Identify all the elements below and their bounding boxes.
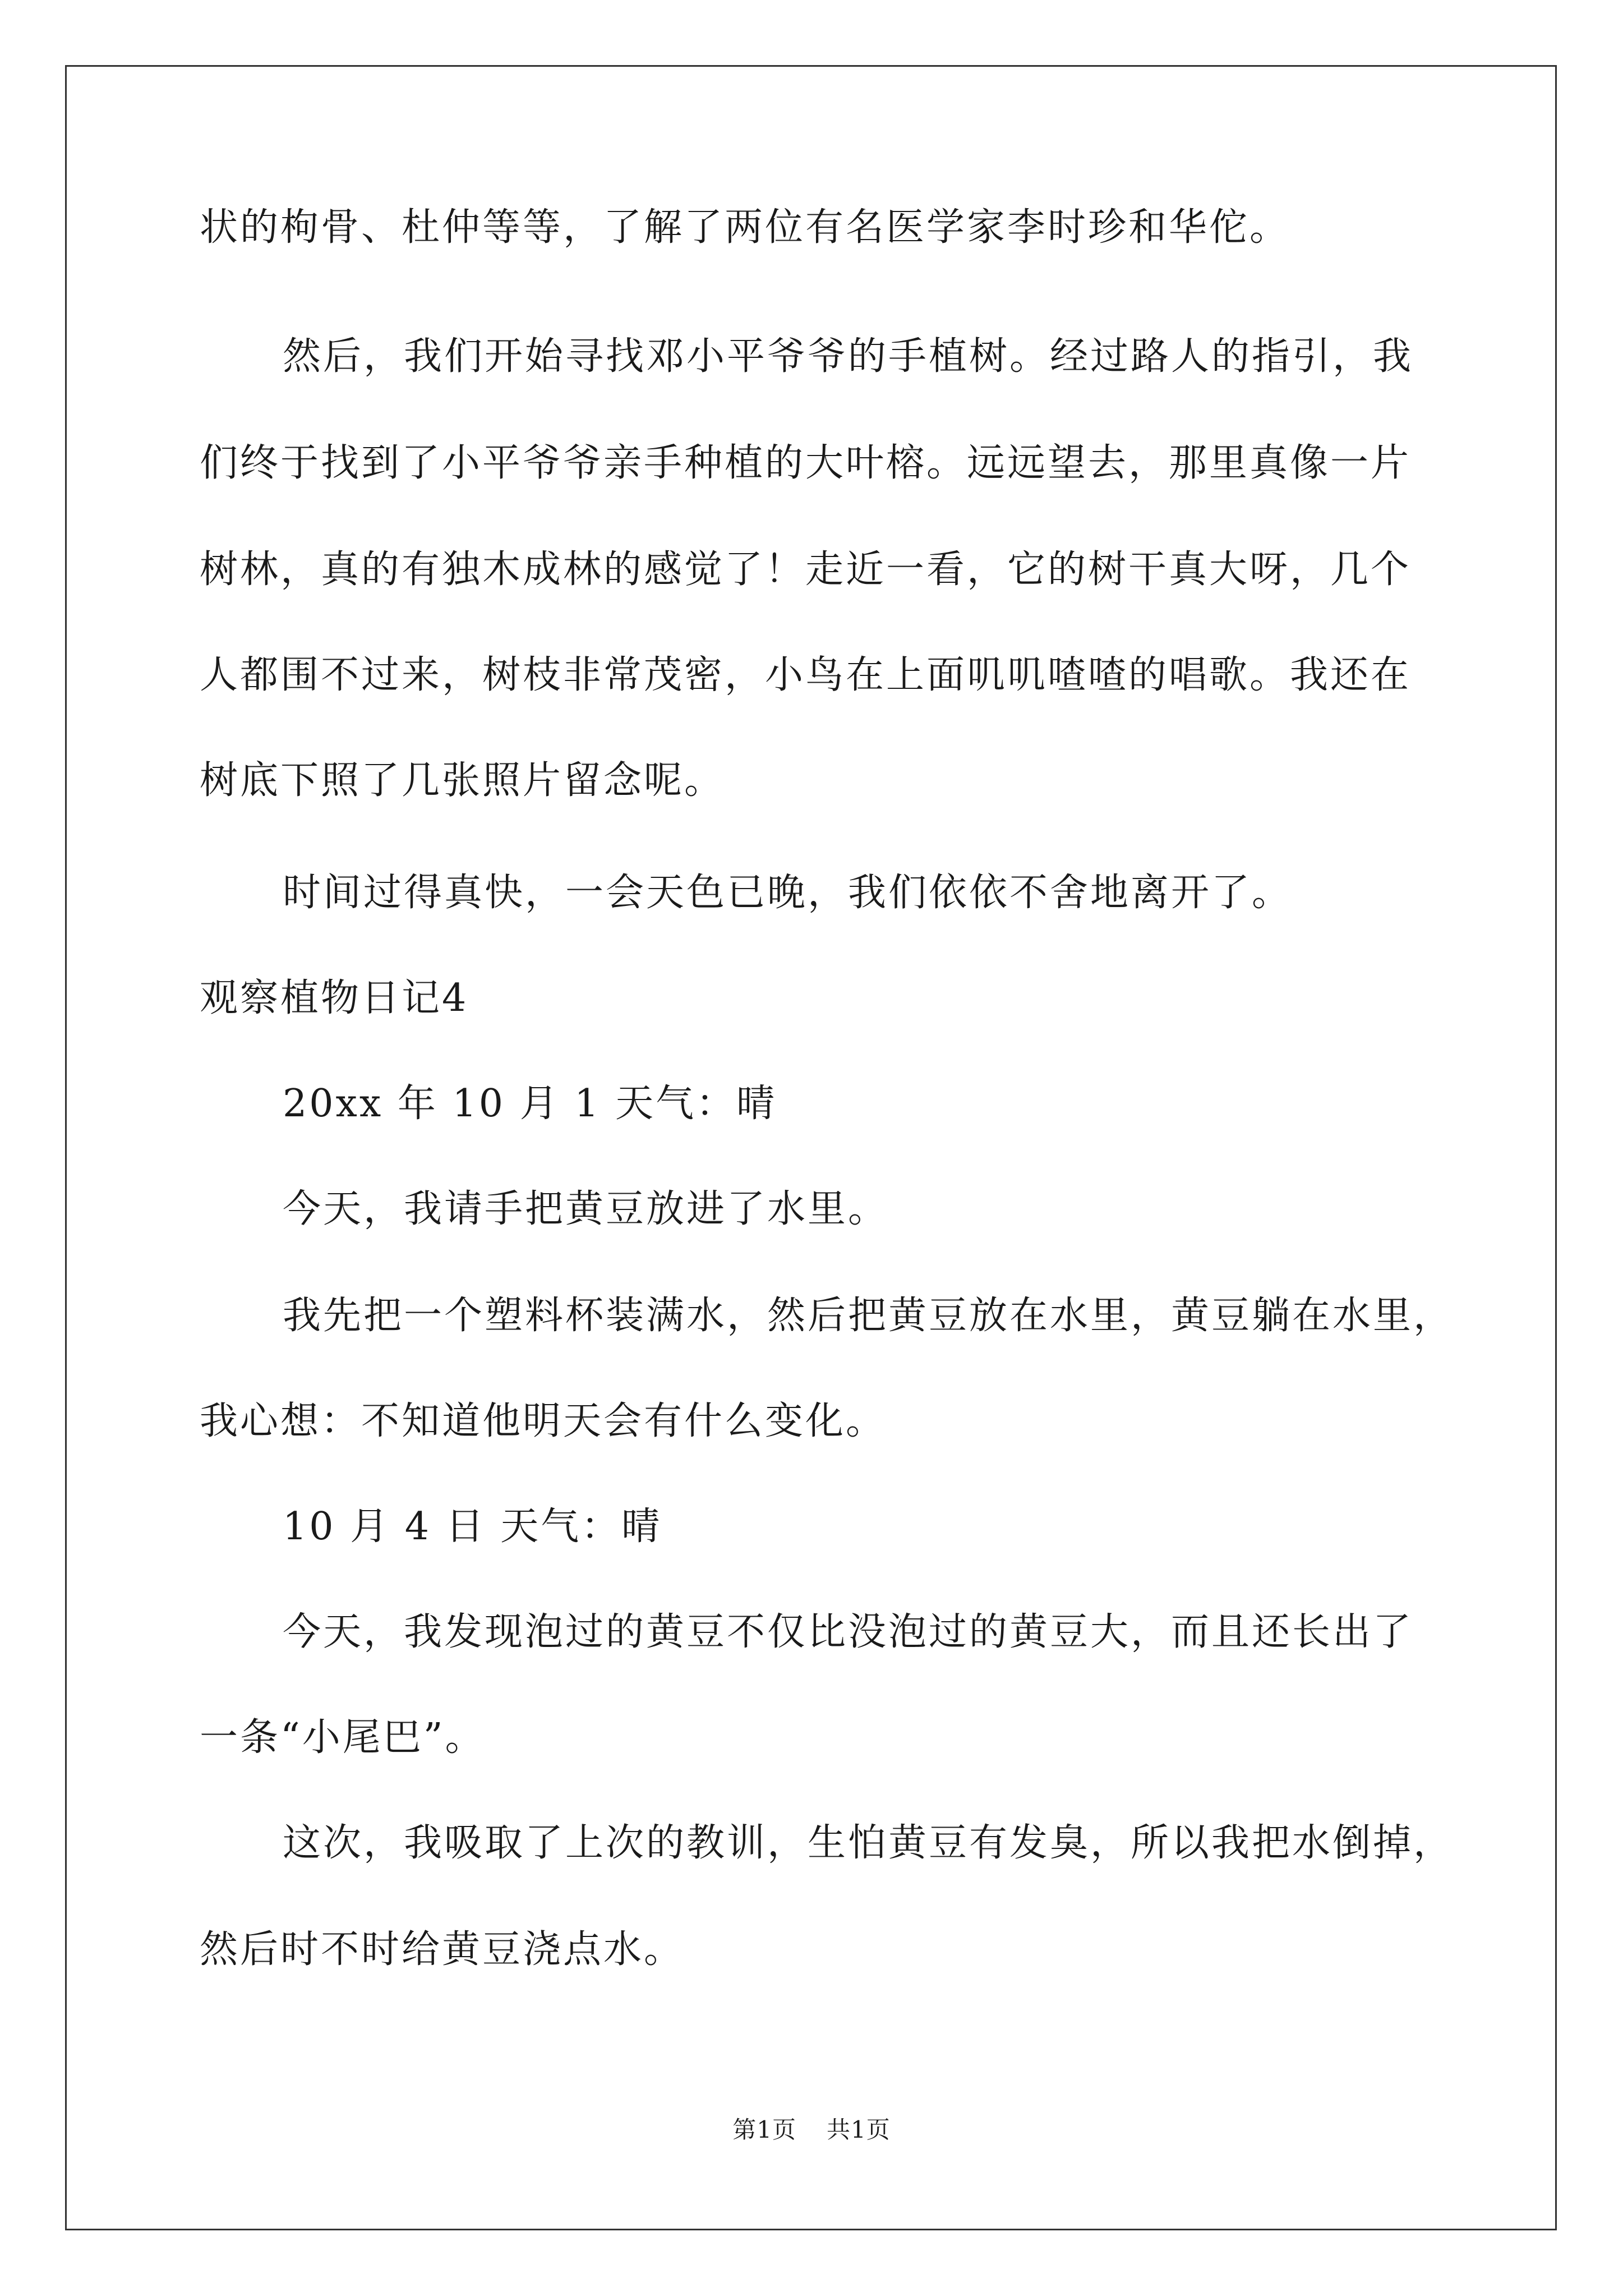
paragraph-line: 们终于找到了小平爷爷亲手种植的大叶榕。远远望去，那里真像一片 xyxy=(200,441,1412,485)
paragraph-line: 树林，真的有独木成林的感觉了！走近一看，它的树干真大呀，几个 xyxy=(200,547,1412,592)
paragraph-line: 然后，我们开始寻找邓小平爷爷的手植树。经过路人的指引，我 xyxy=(283,334,1414,379)
paragraph-line: 我先把一个塑料杯装满水，然后把黄豆放在水里，黄豆躺在水里， xyxy=(283,1294,1454,1338)
paragraph-line: 然后时不时给黄豆浇点水。 xyxy=(200,1927,685,1972)
page-number-current: 第1页 xyxy=(732,2116,796,2143)
paragraph-line: 今天，我发现泡过的黄豆不仅比没泡过的黄豆大，而且还长出了 xyxy=(283,1610,1414,1654)
page-border xyxy=(65,65,1557,2230)
paragraph-line: 时间过得真快，一会天色已晚，我们依依不舍地离开了。 xyxy=(283,871,1293,915)
diary-date-line: 20xx 年 10 月 1 天气：晴 xyxy=(283,1082,777,1126)
paragraph-line: 树底下照了几张照片留念呢。 xyxy=(200,758,725,803)
section-heading: 观察植物日记4 xyxy=(200,976,469,1020)
paragraph-line: 人都围不过来，树枝非常茂密，小鸟在上面叽叽喳喳的唱歌。我还在 xyxy=(200,653,1412,697)
paragraph-line: 这次，我吸取了上次的教训，生怕黄豆有发臭，所以我把水倒掉， xyxy=(283,1821,1454,1865)
paragraph-line: 我心想：不知道他明天会有什么变化。 xyxy=(200,1399,887,1443)
paragraph-line: 一条“小尾巴”。 xyxy=(200,1715,486,1760)
paragraph-line: 状的枸骨、杜仲等等，了解了两位有名医学家李时珍和华佗。 xyxy=(200,205,1290,250)
page-footer xyxy=(0,2116,1623,2144)
diary-date-line: 10 月 4 日 天气：晴 xyxy=(283,1504,662,1549)
paragraph-line: 今天，我请手把黄豆放进了水里。 xyxy=(283,1187,889,1231)
page-number-total: 共1页 xyxy=(827,2116,891,2143)
